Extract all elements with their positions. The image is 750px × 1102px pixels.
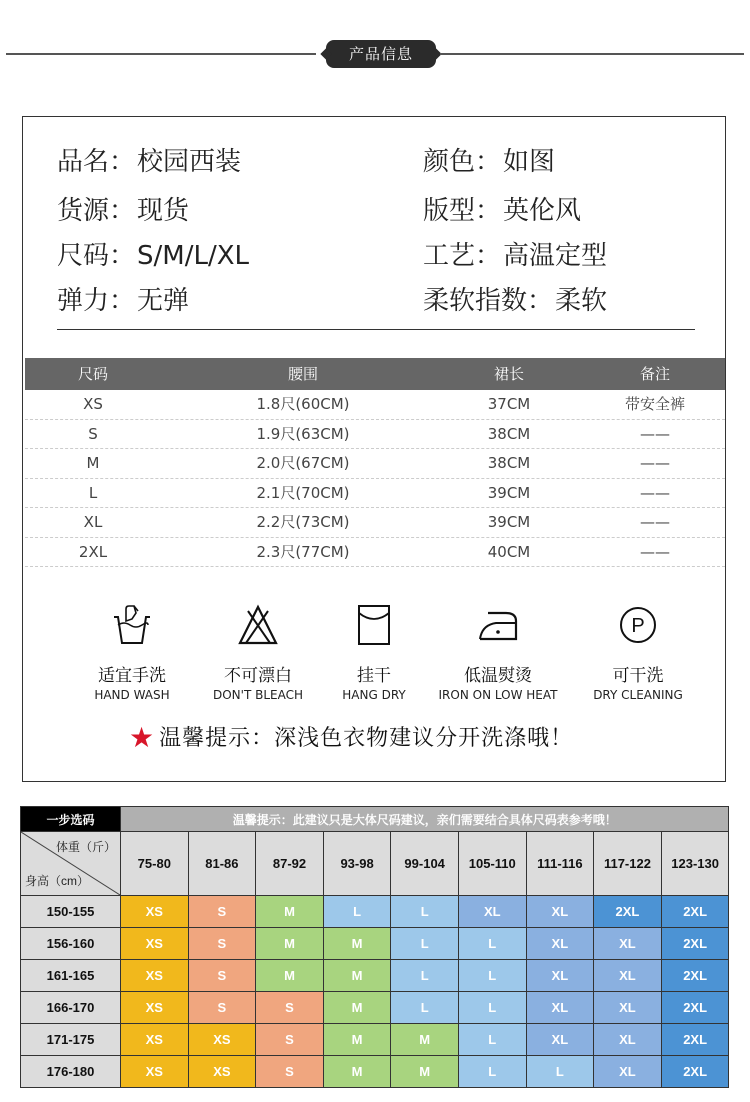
attr-size: 尺码：S/M/L/XL <box>57 241 250 271</box>
cell-length: 40CM <box>487 542 531 561</box>
size-cell: S <box>188 928 256 960</box>
size-cell: L <box>391 992 459 1024</box>
cell-waist: 2.0尺(67CM) <box>256 454 350 472</box>
care-en: HAND WASH <box>94 688 170 702</box>
cell-waist: 2.3尺(77CM) <box>256 542 350 561</box>
rec-hint: 温馨提示：此建议只是大体尺码建议，亲们需要结合具体尺码表参考哦！ <box>121 807 729 832</box>
weight-col: 111-116 <box>526 832 594 896</box>
attr-color: 颜色：如图 <box>423 147 556 177</box>
size-cell: XL <box>526 1024 594 1056</box>
size-cell: L <box>458 1056 526 1088</box>
care-en: DON'T BLEACH <box>212 688 303 702</box>
cell-waist: 1.9尺(63CM) <box>256 424 350 443</box>
size-cell: L <box>526 1056 594 1088</box>
product-info-box <box>22 116 726 782</box>
care-dry-clean <box>563 603 713 702</box>
size-cell: 2XL <box>661 992 729 1024</box>
table-row <box>25 479 725 509</box>
size-cell: 2XL <box>661 1024 729 1056</box>
size-table-header <box>25 358 725 390</box>
size-cell: XL <box>526 896 594 928</box>
rec-row <box>21 1024 729 1056</box>
weight-col: 117-122 <box>594 832 662 896</box>
cell-size: M <box>86 454 100 472</box>
tip-text: 温馨提示：深浅色衣物建议分开洗涤哦！ <box>159 726 574 751</box>
size-cell: M <box>323 1056 391 1088</box>
cell-length: 38CM <box>487 454 531 472</box>
cell-note: —— <box>640 424 670 443</box>
star-icon: ★ <box>129 721 156 754</box>
table-row <box>25 508 725 538</box>
size-cell: XS <box>188 1024 256 1056</box>
size-cell: 2XL <box>661 960 729 992</box>
hand-wash-icon <box>110 603 154 647</box>
cell-size: L <box>88 483 98 502</box>
attr-craft: 工艺：高温定型 <box>423 241 608 271</box>
size-cell: M <box>323 1024 391 1056</box>
attr-softness: 柔软指数：柔软 <box>423 286 608 316</box>
rec-hint-row <box>21 807 729 832</box>
weight-col: 93-98 <box>323 832 391 896</box>
size-cell: M <box>323 928 391 960</box>
table-row <box>25 449 725 479</box>
size-cell: XS <box>121 1024 189 1056</box>
attr-source: 货源：现货 <box>57 196 190 226</box>
size-cell: XS <box>121 992 189 1024</box>
cell-length: 39CM <box>487 483 531 502</box>
size-cell: 2XL <box>661 928 729 960</box>
cell-size: 2XL <box>78 542 108 561</box>
cell-waist: 2.2尺(73CM) <box>256 513 350 531</box>
rec-row <box>21 896 729 928</box>
iron-low-icon <box>476 603 520 647</box>
no-bleach-icon <box>236 603 280 647</box>
size-cell: M <box>391 1024 459 1056</box>
rec-row <box>21 1056 729 1088</box>
size-cell: S <box>188 960 256 992</box>
size-cell: XL <box>594 928 662 960</box>
dry-clean-icon <box>616 603 660 647</box>
weight-col: 123-130 <box>661 832 729 896</box>
cell-length: 37CM <box>487 395 531 413</box>
weight-col: 81-86 <box>188 832 256 896</box>
size-cell: XL <box>458 896 526 928</box>
attr-name: 品名：校园西装 <box>57 147 242 177</box>
rec-corner-cell <box>21 832 121 896</box>
size-cell: L <box>391 928 459 960</box>
height-cell: 150-155 <box>21 896 121 928</box>
size-cell: M <box>256 928 324 960</box>
banner-line-right <box>440 53 744 55</box>
size-cell: XL <box>526 928 594 960</box>
size-cell: XL <box>594 1056 662 1088</box>
care-cn: 适宜手洗 <box>98 666 166 686</box>
size-cell: 2XL <box>594 896 662 928</box>
cell-waist: 2.1尺(70CM) <box>256 483 350 502</box>
size-cell: L <box>458 1024 526 1056</box>
care-iron-low <box>423 603 573 702</box>
care-cn: 低温熨烫 <box>464 666 532 686</box>
size-cell: L <box>391 896 459 928</box>
size-cell: XS <box>121 896 189 928</box>
size-cell: L <box>458 960 526 992</box>
size-cell: XS <box>121 928 189 960</box>
care-cn: 挂干 <box>357 666 391 686</box>
height-cell: 176-180 <box>21 1056 121 1088</box>
rec-row <box>21 960 729 992</box>
size-cell: L <box>458 992 526 1024</box>
size-cell: S <box>188 896 256 928</box>
svg-text:P: P <box>631 615 645 637</box>
cell-length: 39CM <box>487 513 531 531</box>
care-cn: 不可漂白 <box>224 666 292 686</box>
size-cell: S <box>256 992 324 1024</box>
size-cell: M <box>323 960 391 992</box>
size-cell: XL <box>594 960 662 992</box>
rec-tag: 一步选码 <box>21 807 121 832</box>
height-cell: 166-170 <box>21 992 121 1024</box>
header-note: 备注 <box>639 365 670 383</box>
size-cell: XS <box>188 1056 256 1088</box>
care-cn: 可干洗 <box>612 666 664 686</box>
section-banner <box>0 38 750 70</box>
size-cell: XL <box>594 992 662 1024</box>
weight-label: 体重（斤） <box>55 840 116 854</box>
care-en: HANG DRY <box>342 688 406 702</box>
height-cell: 161-165 <box>21 960 121 992</box>
size-cell: XL <box>526 992 594 1024</box>
weight-col: 99-104 <box>391 832 459 896</box>
height-label: 身高（cm） <box>25 874 89 888</box>
header-length: 裙长 <box>493 365 524 383</box>
info-divider <box>57 329 695 330</box>
rec-row <box>21 928 729 960</box>
size-cell: XL <box>526 960 594 992</box>
size-cell: 2XL <box>661 1056 729 1088</box>
cell-size: S <box>88 424 98 443</box>
table-row <box>25 538 725 568</box>
size-cell: S <box>256 1024 324 1056</box>
header-size: 尺码 <box>77 365 108 383</box>
size-cell: XL <box>594 1024 662 1056</box>
size-cell: S <box>188 992 256 1024</box>
size-cell: XS <box>121 1056 189 1088</box>
size-cell: XS <box>121 960 189 992</box>
care-en: IRON ON LOW HEAT <box>438 688 558 702</box>
table-row <box>25 390 725 420</box>
rec-row <box>21 992 729 1024</box>
size-cell: 2XL <box>661 896 729 928</box>
rec-weight-row <box>21 832 729 896</box>
weight-col: 75-80 <box>121 832 189 896</box>
cell-note: —— <box>640 513 670 531</box>
size-cell: M <box>256 896 324 928</box>
table-row <box>25 420 725 450</box>
cell-note: —— <box>640 454 670 472</box>
size-cell: L <box>391 960 459 992</box>
wash-tip <box>129 721 573 754</box>
size-cell: M <box>256 960 324 992</box>
cell-note: —— <box>640 483 670 502</box>
size-cell: M <box>391 1056 459 1088</box>
size-cell: S <box>256 1056 324 1088</box>
cell-size: XL <box>83 513 103 531</box>
size-recommendation-table <box>20 806 729 1088</box>
size-cell: L <box>323 896 391 928</box>
size-table <box>25 358 725 567</box>
care-en: DRY CLEANING <box>593 688 683 702</box>
header-waist: 腰围 <box>287 365 318 383</box>
cell-note: 带安全裤 <box>624 395 685 413</box>
cell-waist: 1.8尺(60CM) <box>256 395 350 413</box>
attr-fit: 版型：英伦风 <box>423 196 582 226</box>
banner-line-left <box>6 53 316 55</box>
size-cell: M <box>323 992 391 1024</box>
cell-note: —— <box>640 542 670 561</box>
weight-col: 87-92 <box>256 832 324 896</box>
height-cell: 171-175 <box>21 1024 121 1056</box>
height-cell: 156-160 <box>21 928 121 960</box>
size-cell: L <box>458 928 526 960</box>
hang-dry-icon <box>352 603 396 647</box>
cell-length: 38CM <box>487 424 531 443</box>
banner-title: 产品信息 <box>326 40 436 68</box>
cell-size: XS <box>83 395 103 413</box>
attr-stretch: 弹力：无弹 <box>57 286 190 316</box>
weight-col: 105-110 <box>458 832 526 896</box>
